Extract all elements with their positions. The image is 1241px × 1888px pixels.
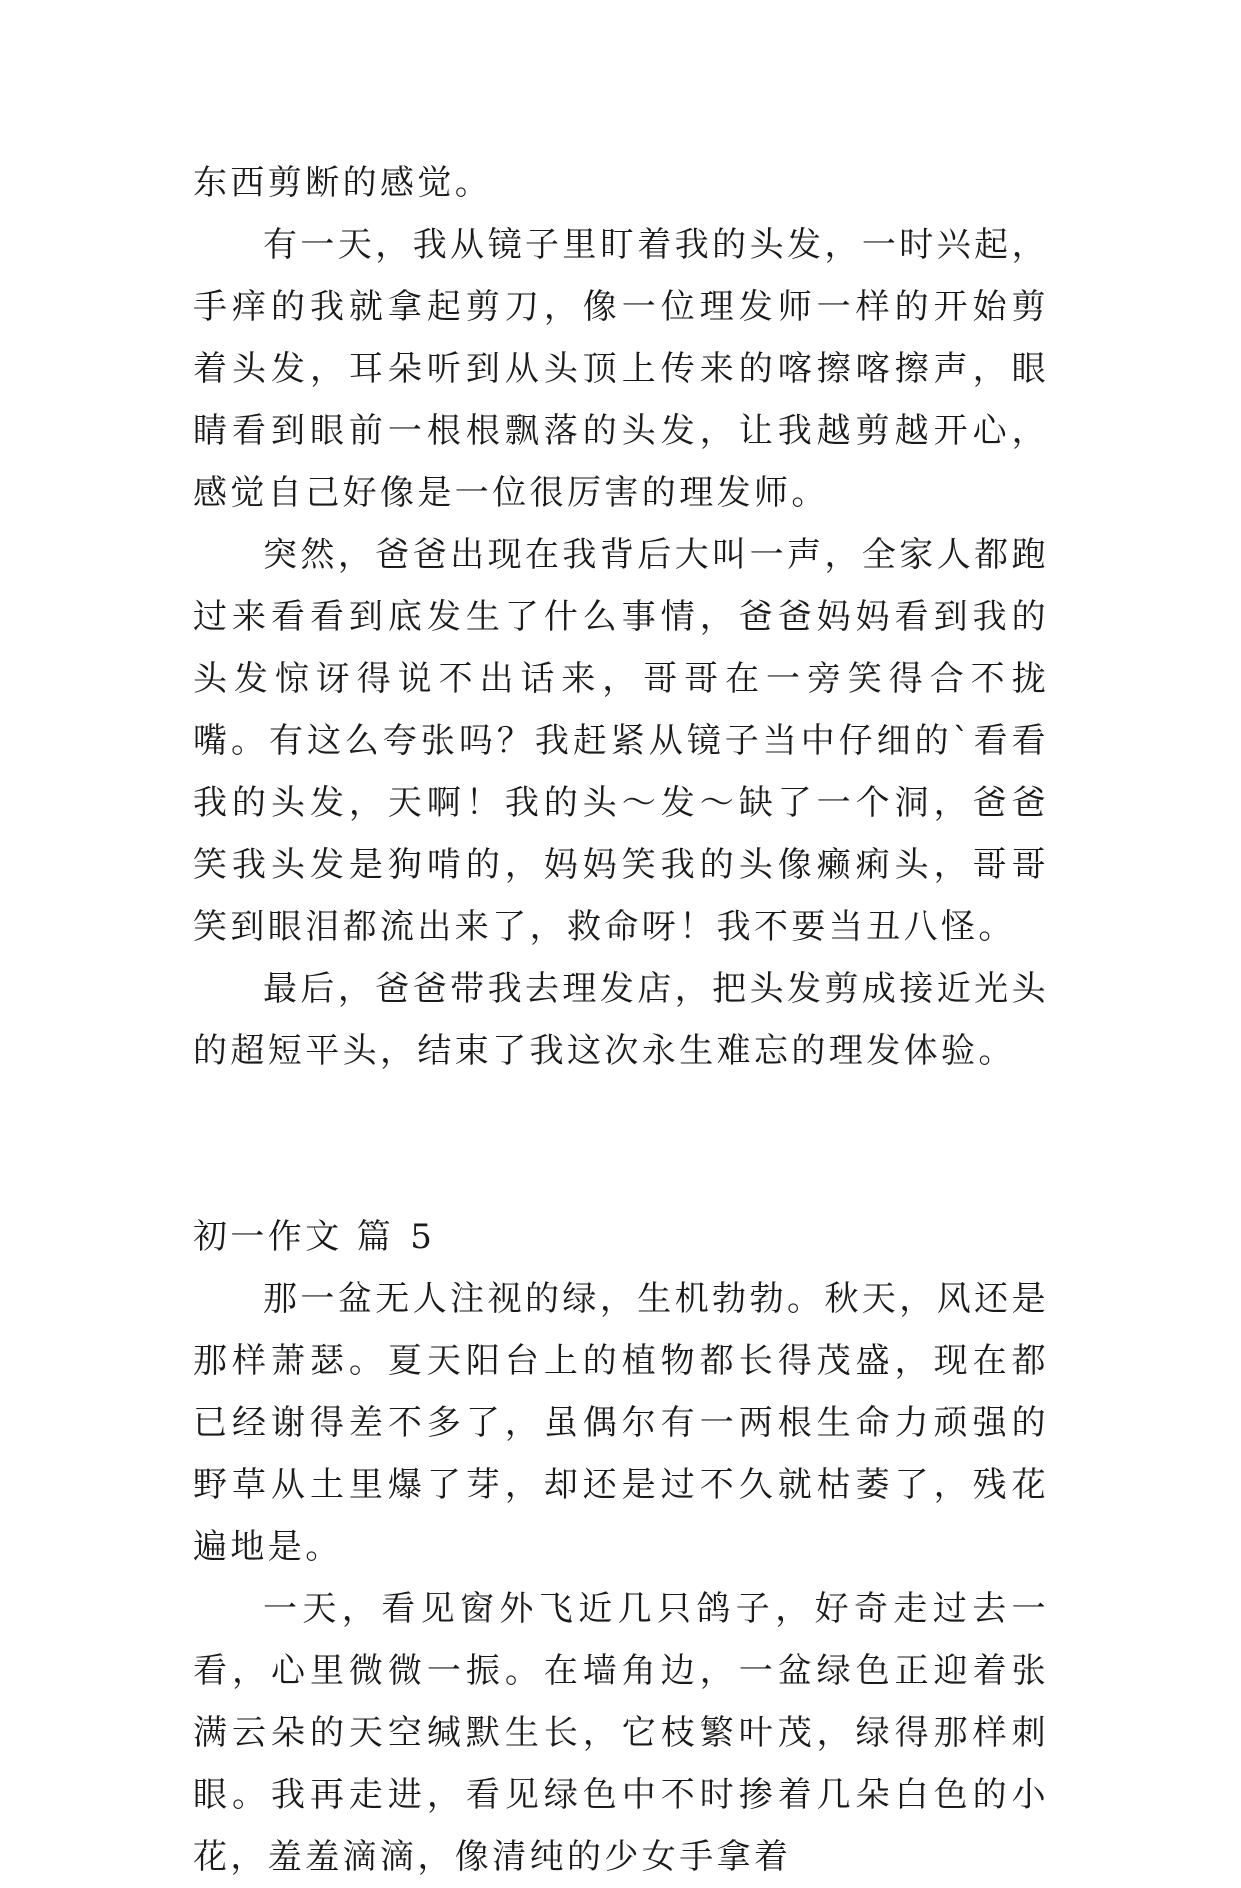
section-spacer — [193, 1082, 1049, 1206]
paragraph-green-plant: 那一盆无人注视的绿，生机勃勃。秋天，风还是那样萧瑟。夏天阳台上的植物都长得茂盛，现在都已经谢得差不多了，虽偶尔有一两根生命力顽强的野草从土里爆了芽，却还是过不久就枯萎了，残花遍地是。 — [193, 1279, 1049, 1567]
paragraph-pigeons: 一天，看见窗外飞近几只鸽子，好奇走过去一看，心里微微一振。在墙角边，一盆绿色正迎着张满云朵的天空缄默生长，它枝繁叶茂，绿得那样刺眼。我再走进，看见绿色中不时掺着几朵白色的小花，羞羞滴滴，像清纯的少女手拿着 — [193, 1589, 1049, 1877]
paragraph-dad-shout: 突然，爸爸出现在我背后大叫一声，全家人都跑过来看看到底发生了什么事情，爸爸妈妈看到我的头发惊讶得说不出话来，哥哥在一旁笑得合不拢嘴。有这么夸张吗？我赶紧从镜子当中仔细的`看看我的头发，天啊！我的头～发～缺了一个洞，爸爸笑我头发是狗啃的，妈妈笑我的头像癞痢头，哥哥笑到眼泪都流出来了，救命呀！我不要当丑八怪。 — [193, 535, 1049, 947]
paragraph-haircut-start: 有一天，我从镜子里盯着我的头发，一时兴起，手痒的我就拿起剪刀，像一位理发师一样的开始剪着头发，耳朵听到从头顶上传来的喀擦喀擦声，眼睛看到眼前一根根飘落的头发，让我越剪越开心，感觉自己好像是一位很厉害的理发师。 — [193, 225, 1049, 513]
paragraph-continuation: 东西剪断的感觉。 — [193, 163, 493, 203]
section-heading — [193, 1206, 1049, 1268]
document-page — [193, 152, 1049, 1888]
paragraph-barber-shop: 最后，爸爸带我去理发店，把头发剪成接近光头的超短平头，结束了我这次永生难忘的理发体验。 — [193, 969, 1049, 1071]
section-title: 初一作文 篇 — [193, 1217, 395, 1257]
section-number: 5 — [410, 1217, 436, 1257]
